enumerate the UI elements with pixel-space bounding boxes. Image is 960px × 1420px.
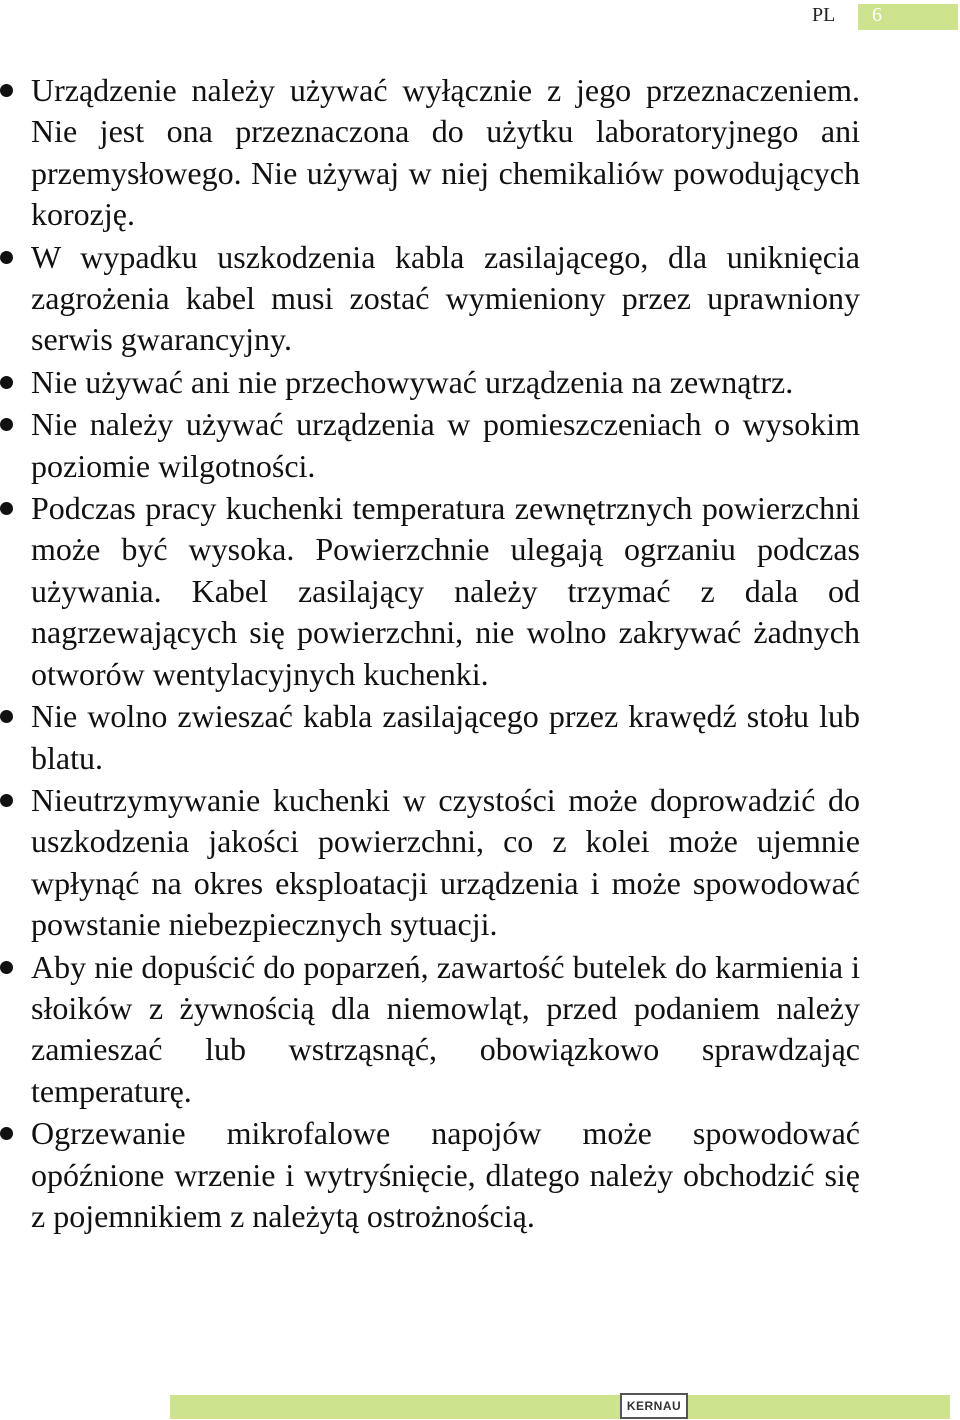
bullet-icon [0, 794, 13, 807]
footer-bar [170, 1395, 950, 1419]
list-item [0, 237, 860, 361]
bullet-icon [0, 710, 13, 723]
list-item [0, 1113, 860, 1237]
list-item [0, 70, 860, 236]
list-item-text: Nieutrzymywanie kuchenki w czystości może doprowadzić do uszkodzenia jakości powierzchni, co z kolei może ujemnie wpłynąć na okres eksploatacji urządzenia i może spowodować powstanie niebezpiecznych sytuacji. [31, 781, 860, 943]
language-label: PL [812, 4, 836, 26]
safety-instructions-list [0, 70, 860, 1238]
list-item-text: Nie należy używać urządzenia w pomieszczeniach o wysokim poziomie wilgotności. [31, 406, 860, 484]
page-number-bar [858, 4, 958, 30]
list-item-text: Podczas pracy kuchenki temperatura zewnętrznych powierzchni może być wysoka. Powierzchnie ulegają ogrzaniu podczas używania. Kabel zasilający należy trzymać z dala od nagrzewających się powierzchni, nie wolno zakrywać żadnych otworów wentylacyjnych kuchenki. [31, 490, 860, 692]
brand-logo: KERNAU [620, 1393, 688, 1419]
list-item [0, 404, 860, 487]
bullet-icon [0, 376, 13, 389]
list-item-text: Nie wolno zwieszać kabla zasilającego przez krawędź stołu lub blatu. [31, 698, 860, 776]
bullet-icon [0, 84, 13, 97]
bullet-icon [0, 251, 13, 264]
list-item [0, 488, 860, 695]
bullet-icon [0, 418, 13, 431]
list-item [0, 696, 860, 779]
bullet-icon [0, 961, 13, 974]
bullet-icon [0, 502, 13, 515]
list-item-text: Nie używać ani nie przechowywać urządzenia na zewnątrz. [31, 363, 794, 400]
list-item-text: W wypadku uszkodzenia kabla zasilającego, dla uniknięcia zagrożenia kabel musi zostać wymieniony przez uprawniony serwis gwarancyjny. [31, 238, 860, 358]
list-item [0, 780, 860, 946]
list-item-text: Urządzenie należy używać wyłącznie z jego przeznaczeniem. Nie jest ona przeznaczona do użytku laboratoryjnego ani przemysłowego. Nie używaj w niej chemikaliów powodujących korozję. [31, 72, 860, 233]
list-item [0, 362, 860, 403]
list-item-text: Ogrzewanie mikrofalowe napojów może spowodować opóźnione wrzenie i wytryśnięcie, dlatego należy obchodzić się z pojemnikiem z należytą ostrożnością. [31, 1115, 860, 1234]
list-item-text: Aby nie dopuścić do poparzeń, zawartość butelek do karmienia i słoików z żywnością dla niemowląt, przed podaniem należy zamieszać lub wstrząsnąć, obowiązkowo sprawdzając temperaturę. [31, 948, 860, 1109]
page-number: 6 [872, 4, 882, 26]
bullet-icon [0, 1127, 13, 1140]
list-item [0, 947, 860, 1113]
